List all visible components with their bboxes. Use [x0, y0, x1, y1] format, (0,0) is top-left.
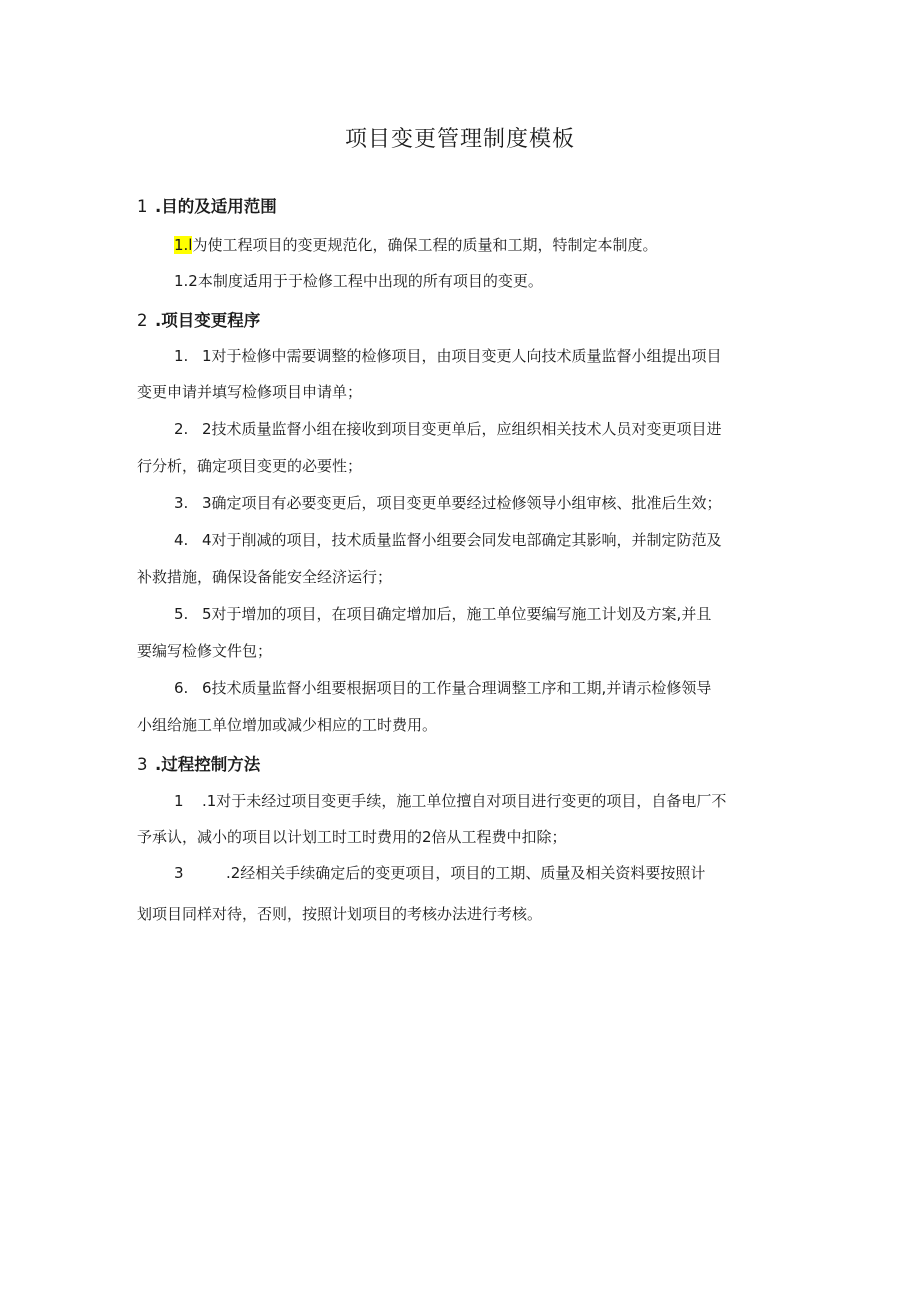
paragraph-2-2-line1: 2. 2技术质量监督小组在接收到项目变更单后，应组织相关技术人员对变更项目进: [174, 420, 722, 438]
section-number: 2: [137, 311, 148, 330]
section-title: .过程控制方法: [155, 755, 261, 774]
section-heading-1: [137, 193, 277, 217]
paragraph-2-6-line2: 小组给施工单位增加或减少相应的工时费用。: [137, 716, 438, 734]
paragraph-2-5-line2: 要编写检修文件包；: [137, 642, 273, 660]
paragraph-1-1: [174, 234, 658, 255]
paragraph-2-1-line1: 1. 1对于检修中需要调整的检修项目，由项目变更人向技术质量监督小组提出项目: [174, 347, 722, 365]
paragraph-1-2: 1.2本制度适用于于检修工程中出现的所有项目的变更。: [174, 272, 543, 290]
paragraph-2-1-line2: 变更申请并填写检修项目申请单；: [137, 383, 363, 401]
paragraph-2-5-line1: 5. 5对于增加的项目，在项目确定增加后，施工单位要编写施工计划及方案,并且: [174, 605, 712, 623]
highlighted-number: 1.l: [174, 236, 193, 254]
section-title: .目的及适用范围: [155, 197, 277, 216]
paragraph-2-4-line2: 补救措施，确保设备能安全经济运行；: [137, 568, 393, 586]
section-title: .项目变更程序: [155, 311, 261, 330]
document-title: 项目变更管理制度模板: [344, 127, 575, 152]
paragraph-2-4-line1: 4. 4对于削减的项目，技术质量监督小组要会同发电部确定其影响，并制定防范及: [174, 531, 722, 549]
paragraph-3-2-line2: 划项目同样对待，否则，按照计划项目的考核办法进行考核。: [137, 905, 543, 923]
section-heading-3: [137, 751, 260, 775]
paragraph-text: 为使工程项目的变更规范化，确保工程的质量和工期，特制定本制度。: [192, 236, 658, 254]
paragraph-3-1-line2: 予承认，减小的项目以计划工时工时费用的2倍从工程费中扣除；: [137, 828, 567, 846]
section-number: 3: [137, 755, 148, 774]
section-number: 1: [137, 197, 148, 216]
paragraph-2-6-line1: 6. 6技术质量监督小组要根据项目的工作量合理调整工序和工期,并请示检修领导: [174, 679, 712, 697]
section-heading-2: [137, 307, 260, 331]
paragraph-2-2-line2: 行分析，确定项目变更的必要性；: [137, 457, 363, 475]
paragraph-2-3-line1: 3. 3确定项目有必要变更后，项目变更单要经过检修领导小组审核、批准后生效；: [174, 494, 722, 512]
paragraph-3-1-line1: 1 .1对于未经过项目变更手续，施工单位擅自对项目进行变更的项目，自备电厂不: [174, 792, 727, 810]
paragraph-3-2-line1: 3 .2经相关手续确定后的变更项目，项目的工期、质量及相关资料要按照计: [174, 864, 706, 882]
